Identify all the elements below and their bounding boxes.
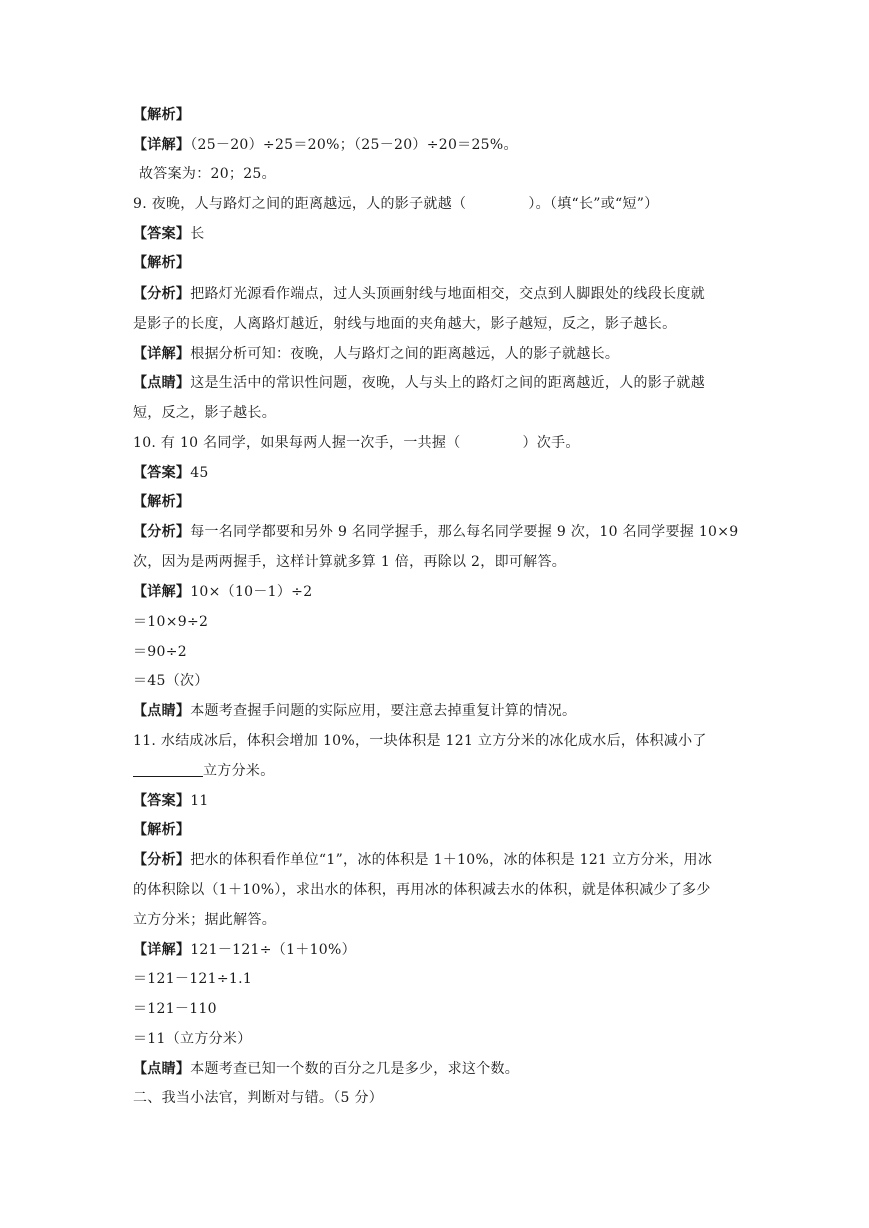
q9-note: 【点睛】这是生活中的常识性问题，夜晚，人与头上的路灯之间的距离越近，人的影子就越 [133,375,706,391]
q10-step-1: ＝10×9÷2 [133,614,209,630]
q9-analysis: 【分析】把路灯光源看作端点，过人头顶画射线与地面相交，交点到人脚跟处的线段长度就 [133,286,706,302]
question-10: 10. 有 10 名同学，如果每两人握一次手，一共握（ ）次手。 [133,435,580,451]
q11-step-1: ＝121－121÷1.1 [133,971,253,987]
q9-analysis-cont: 是影子的长度，人离路灯越近，射线与地面的夹角越大，影子越短，反之，影子越长。 [133,316,677,332]
q9-detail: 【详解】根据分析可知：夜晚，人与路灯之间的距离越远，人的影子就越长。 [133,346,620,362]
fill-blank [133,762,203,777]
question-11: 11. 水结成冰后，体积会增加 10%，一块体积是 121 立方分米的冰化成水后，体积减小了 [133,733,707,749]
q10-analysis: 【分析】每一名同学都要和另外 9 名同学握手，那么每名同学要握 9 次，10 名同学要握 10×9 [133,524,739,540]
q10-note: 【点睛】本题考查握手问题的实际应用，要注意去掉重复计算的情况。 [133,703,577,719]
q11-analysis-heading: 【解析】 [133,822,191,838]
q11-note: 【点睛】本题考查已知一个数的百分之几是多少，求这个数。 [133,1061,520,1077]
q10-answer: 【答案】45 [133,465,209,481]
q9-note-cont: 短，反之，影子越长。 [133,405,276,421]
q11-step-3: ＝11（立方分米） [133,1031,252,1047]
q11-analysis: 【分析】把水的体积看作单位“1”，冰的体积是 1＋10%，冰的体积是 121 立方分米，用冰 [133,852,713,868]
q11-detail: 【详解】121－121÷（1＋10%） [133,942,356,958]
section-2-title: 二、我当小法官，判断对与错。（5 分） [133,1090,384,1106]
q10-analysis-heading: 【解析】 [133,494,191,510]
q10-detail: 【详解】10×（10－1）÷2 [133,584,313,600]
analysis-heading: 【解析】 [133,107,191,123]
q9-analysis-heading: 【解析】 [133,255,191,271]
q11-analysis-cont: 的体积除以（1＋10%），求出水的体积，再用冰的体积减去水的体积，就是体积减少了多少 [133,882,711,898]
answer-summary: 故答案为：20；25。 [139,166,276,182]
q10-step-3: ＝45（次） [133,673,209,689]
detail-line: 【详解】（25－20）÷25＝20%；（25－20）÷20＝25%。 [133,137,518,153]
q10-analysis-cont: 次，因为是两两握手，这样计算就多算 1 倍，再除以 2，即可解答。 [133,554,567,570]
q11-analysis-cont-2: 立方分米；据此解答。 [133,912,276,928]
q9-answer: 【答案】长 [133,226,205,242]
q10-step-2: ＝90÷2 [133,644,187,660]
question-9: 9. 夜晚，人与路灯之间的距离越远，人的影子就越（ ）。（填“长”或“短”） [133,196,659,212]
q11-step-2: ＝121－110 [133,1001,217,1017]
question-11-cont: 立方分米。 [133,761,743,781]
q11-answer: 【答案】11 [133,793,209,809]
